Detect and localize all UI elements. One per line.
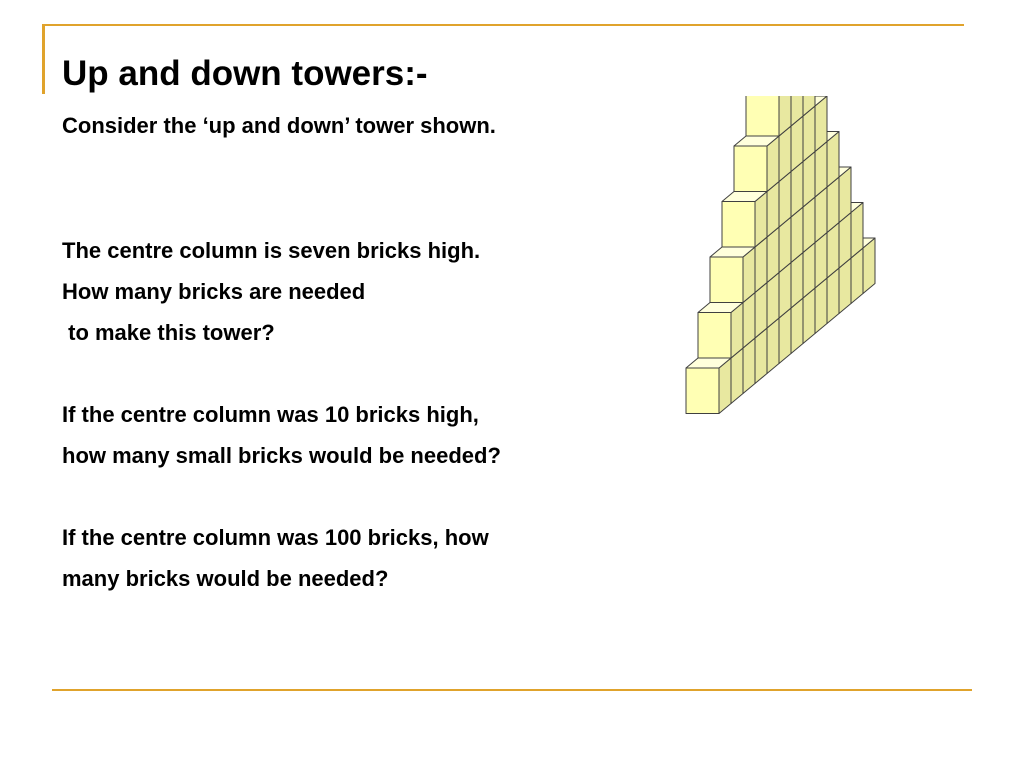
question-line: If the centre column was 10 bricks high, bbox=[62, 402, 479, 427]
brick bbox=[686, 358, 731, 414]
frame-accent-vertical bbox=[42, 24, 45, 94]
brick-face bbox=[710, 257, 743, 303]
blank-line bbox=[62, 476, 501, 517]
brick bbox=[722, 192, 767, 248]
slide-subtitle: Consider the ‘up and down’ tower shown. bbox=[62, 113, 496, 138]
question-line: If the centre column was 100 bricks, how bbox=[62, 525, 489, 550]
question-line: How many bricks are needed bbox=[62, 279, 366, 304]
question-text bbox=[62, 230, 501, 599]
brick-tower-illustration bbox=[680, 96, 880, 426]
brick-face bbox=[698, 313, 731, 359]
question-line: The centre column is seven bricks high. bbox=[62, 238, 481, 263]
brick-face bbox=[686, 368, 719, 414]
question-line: to make this tower? bbox=[62, 320, 275, 345]
question-line: many bricks would be needed? bbox=[62, 566, 389, 591]
blank-line bbox=[62, 353, 501, 394]
brick bbox=[698, 303, 743, 359]
brick-face bbox=[722, 202, 755, 248]
brick bbox=[734, 136, 779, 192]
slide-title: Up and down towers:- bbox=[62, 54, 428, 93]
brick-face bbox=[746, 96, 779, 136]
question-line: how many small bricks would be needed? bbox=[62, 443, 501, 468]
frame-accent-top bbox=[42, 24, 964, 26]
brick-face bbox=[734, 146, 767, 192]
brick bbox=[746, 96, 791, 136]
frame-accent-bottom bbox=[52, 689, 972, 691]
brick bbox=[710, 247, 755, 303]
